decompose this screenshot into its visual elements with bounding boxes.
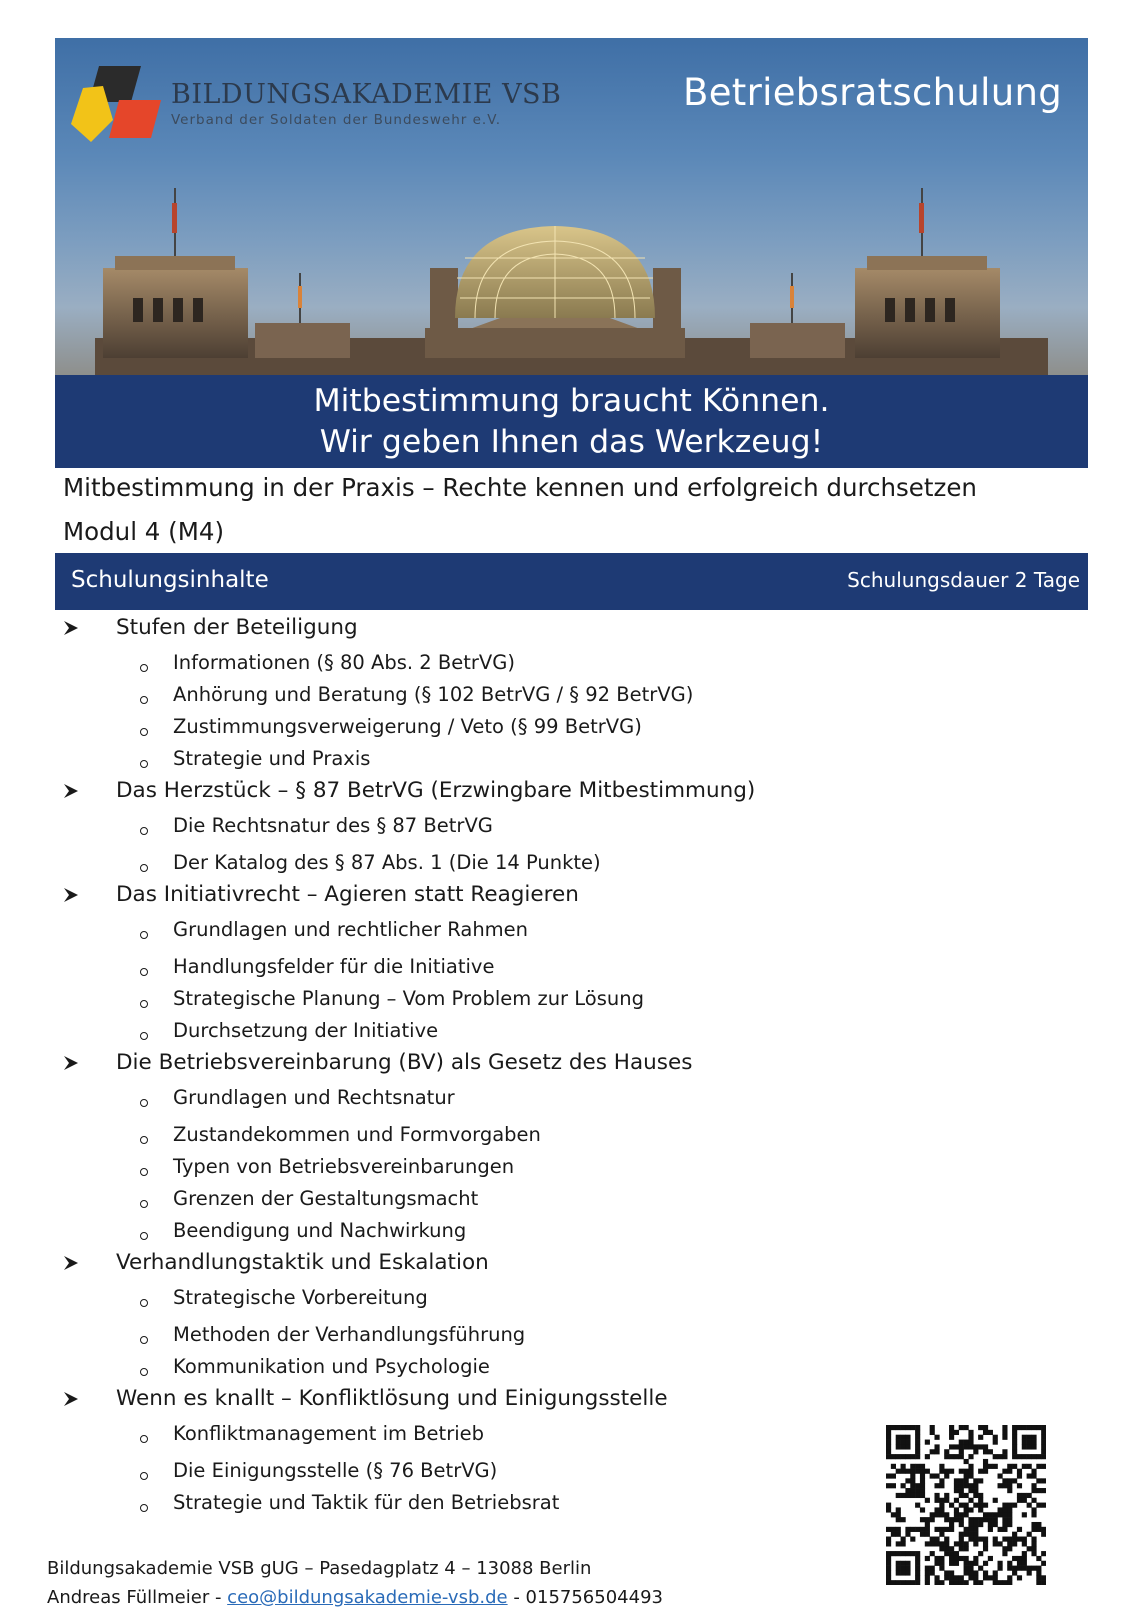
list-item: Strategie und Praxis xyxy=(63,743,843,775)
circle-bullet-icon xyxy=(140,1136,148,1144)
list-item: Strategische Vorbereitung xyxy=(63,1282,843,1319)
list-item: Grenzen der Gestaltungsmacht xyxy=(63,1183,843,1215)
footer-address: Bildungsakademie VSB gUG – Pasedagplatz 4 – 13088 Berlin xyxy=(47,1558,592,1579)
circle-bullet-icon xyxy=(140,1299,148,1307)
topic xyxy=(63,775,843,879)
arrow-bullet-icon xyxy=(63,783,79,799)
topic-label: Das Herzstück – § 87 BetrVG (Erzwingbare Mitbestimmung) xyxy=(116,778,756,803)
topic-label: Das Initiativrecht – Agieren statt Reagieren xyxy=(116,882,579,907)
circle-bullet-icon xyxy=(140,1000,148,1008)
circle-bullet-icon xyxy=(140,1336,148,1344)
topic xyxy=(63,879,843,1047)
list-item: Die Rechtsnatur des § 87 BetrVG xyxy=(63,810,843,847)
circle-bullet-icon xyxy=(140,1032,148,1040)
slogan-line-2: Wir geben Ihnen das Werkzeug! xyxy=(319,424,824,460)
topic xyxy=(63,1383,843,1519)
list-item: Informationen (§ 80 Abs. 2 BetrVG) xyxy=(63,647,843,679)
circle-bullet-icon xyxy=(140,1168,148,1176)
topic xyxy=(63,612,843,775)
training-contents xyxy=(63,612,843,1519)
circle-bullet-icon xyxy=(140,728,148,736)
arrow-bullet-icon xyxy=(63,620,79,636)
topic-label: Wenn es knallt – Konfliktlösung und Einigungsstelle xyxy=(116,1386,668,1411)
list-item: Der Katalog des § 87 Abs. 1 (Die 14 Punkte) xyxy=(63,847,843,879)
circle-bullet-icon xyxy=(140,664,148,672)
email-link[interactable]: ceo@bildungsakademie-vsb.de xyxy=(227,1587,508,1608)
circle-bullet-icon xyxy=(140,968,148,976)
circle-bullet-icon xyxy=(140,696,148,704)
list-item: Die Einigungsstelle (§ 76 BetrVG) xyxy=(63,1455,843,1487)
qr-code[interactable] xyxy=(886,1425,1046,1585)
list-item: Strategie und Taktik für den Betriebsrat xyxy=(63,1487,843,1519)
list-item: Durchsetzung der Initiative xyxy=(63,1015,843,1047)
hero-image xyxy=(55,38,1088,375)
topic-label: Verhandlungstaktik und Eskalation xyxy=(116,1250,489,1275)
list-item: Handlungsfelder für die Initiative xyxy=(63,951,843,983)
circle-bullet-icon xyxy=(140,1435,148,1443)
list-item: Methoden der Verhandlungsführung xyxy=(63,1319,843,1351)
list-item: Konfliktmanagement im Betrieb xyxy=(63,1418,843,1455)
section-header xyxy=(55,553,1088,610)
topic-label: Die Betriebsvereinbarung (BV) als Gesetz des Hauses xyxy=(116,1050,693,1075)
page-title: Betriebsratschulung xyxy=(683,71,1062,114)
slogan-line-1: Mitbestimmung braucht Können. xyxy=(313,383,830,419)
circle-bullet-icon xyxy=(140,1368,148,1376)
org-subtitle: Verband der Soldaten der Bundeswehr e.V. xyxy=(171,111,502,128)
arrow-bullet-icon xyxy=(63,1255,79,1271)
topic xyxy=(63,1247,843,1383)
list-item: Grundlagen und rechtlicher Rahmen xyxy=(63,914,843,951)
arrow-bullet-icon xyxy=(63,1391,79,1407)
contact-name: Andreas Füllmeier - xyxy=(47,1587,228,1608)
circle-bullet-icon xyxy=(140,1200,148,1208)
circle-bullet-icon xyxy=(140,1232,148,1240)
slogan-banner xyxy=(55,375,1088,468)
circle-bullet-icon xyxy=(140,864,148,872)
topic xyxy=(63,1047,843,1247)
topic-label: Stufen der Beteiligung xyxy=(116,615,358,640)
list-item: Kommunikation und Psychologie xyxy=(63,1351,843,1383)
section-title: Schulungsinhalte xyxy=(71,567,269,593)
circle-bullet-icon xyxy=(140,827,148,835)
footer-contact xyxy=(47,1583,663,1612)
list-item: Beendigung und Nachwirkung xyxy=(63,1215,843,1247)
phone-number: - 015756504493 xyxy=(507,1587,663,1608)
list-item: Zustandekommen und Formvorgaben xyxy=(63,1119,843,1151)
course-duration: Schulungsdauer 2 Tage xyxy=(847,568,1080,592)
org-name: BILDUNGSAKADEMIE VSB xyxy=(171,78,562,110)
list-item: Typen von Betriebsvereinbarungen xyxy=(63,1151,843,1183)
list-item: Anhörung und Beratung (§ 102 BetrVG / § 92 BetrVG) xyxy=(63,679,843,711)
circle-bullet-icon xyxy=(140,760,148,768)
circle-bullet-icon xyxy=(140,1099,148,1107)
arrow-bullet-icon xyxy=(63,887,79,903)
circle-bullet-icon xyxy=(140,1472,148,1480)
academy-logo-icon xyxy=(69,62,161,146)
arrow-bullet-icon xyxy=(63,1055,79,1071)
list-item: Zustimmungsverweigerung / Veto (§ 99 BetrVG) xyxy=(63,711,843,743)
list-item: Grundlagen und Rechtsnatur xyxy=(63,1082,843,1119)
footer xyxy=(47,1554,663,1612)
course-subtitle: Mitbestimmung in der Praxis – Rechte kennen und erfolgreich durchsetzen Modul 4 (M4) xyxy=(63,473,977,546)
brand xyxy=(69,62,561,146)
circle-bullet-icon xyxy=(140,1504,148,1512)
list-item: Strategische Planung – Vom Problem zur Lösung xyxy=(63,983,843,1015)
circle-bullet-icon xyxy=(140,931,148,939)
